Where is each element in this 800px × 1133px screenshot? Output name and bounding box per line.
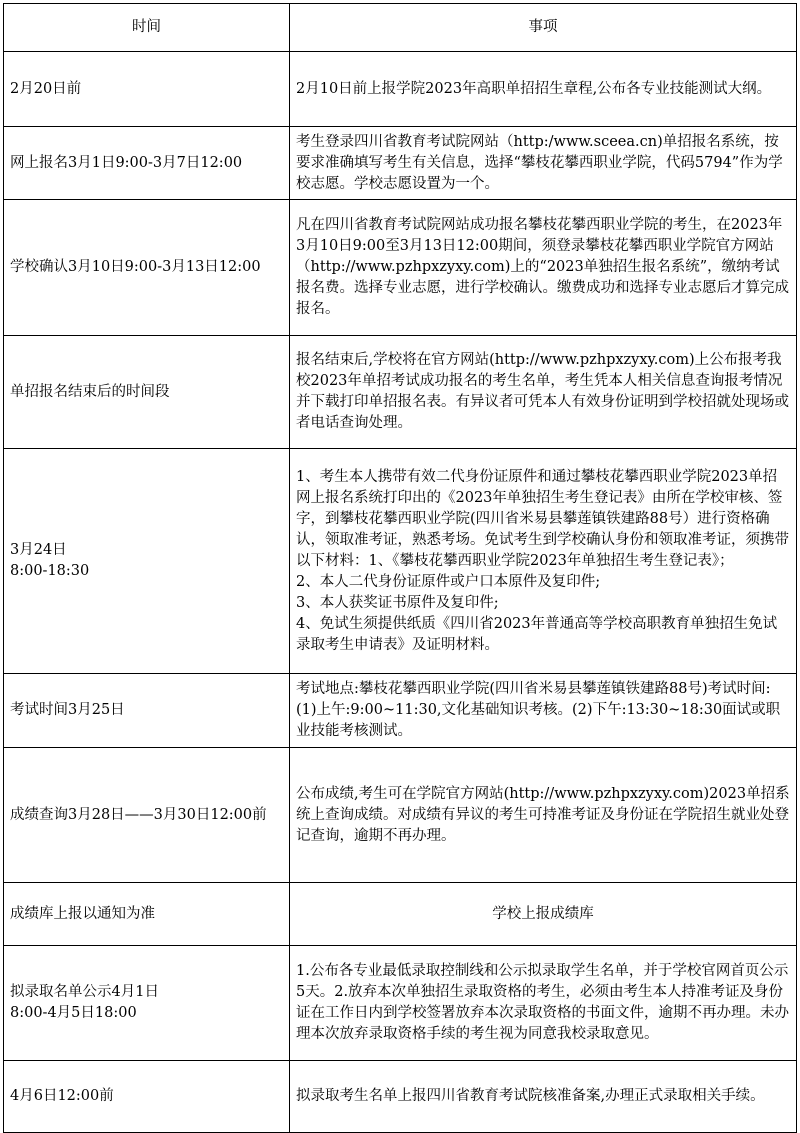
table-row	[4, 674, 797, 748]
time-cell	[4, 1061, 290, 1133]
table-row	[4, 200, 797, 336]
detail-cell	[290, 200, 797, 336]
detail-cell	[290, 449, 797, 674]
detail-cell	[290, 946, 797, 1061]
time-cell	[4, 52, 290, 127]
table-row	[4, 748, 797, 883]
time-cell	[4, 674, 290, 748]
table-row	[4, 946, 797, 1061]
detail-line: 考试地点:攀枝花攀西职业学院(四川省米易县攀莲镇铁建路88号)考试时间:(1)上午:9:00~11:30,文化基础知识考核。(2)下午:13:30~18:30面试或职业技能考核测试。	[296, 681, 781, 739]
detail-line: 报名结束后,学校将在官方网站(http://www.pzhpxzyxy.com)上公布报考我校2023年单招考试成功报名的考生名单，考生凭本人相关信息查询报考情况并下载打印单招报名表。有异议者可凭本人有效身份证明到学校招就处现场或者电话查询处理。	[296, 352, 789, 431]
table-row	[4, 883, 797, 946]
detail-cell	[290, 127, 797, 200]
detail-cell	[290, 1061, 797, 1133]
time-cell	[4, 200, 290, 336]
time-line: 网上报名3月1日9:00-3月7日12:00	[10, 154, 243, 171]
detail-line: 考生登录四川省教育考试院网站（http:/www.sceea.cn)单招报名系统，按要求准确填写考生有关信息，选择“攀枝花攀西职业学院，代码5794”作为学校志愿。学校志愿设置为一个。	[296, 133, 783, 192]
detail-line: 凡在四川省教育考试院网站成功报名攀枝花攀西职业学院的考生，在2023年3月10日9:00至3月13日12:00期间，须登录攀枝花攀西职业学院官方网站（http://www.pzhpxzyxy.com)上的“2023单独招生报名系统”，缴纳考试报名费。选择专业志愿，进行学校确认。缴费成功和选择专业志愿后才算完成报名。	[296, 217, 789, 317]
detail-line: 学校上报成绩库	[492, 905, 594, 922]
time-line: 拟录取名单公示4月1日	[10, 984, 159, 1000]
detail-line: 公布成绩,考生可在学院官方网站(http://www.pzhpxzyxy.com)2023单招系统上查询成绩。对成绩有异议的考生可持准考证及身份证在学院招生就业处登记查询，逾期不再办理。	[296, 785, 790, 844]
time-cell	[4, 127, 290, 200]
time-line: 考试时间3月25日	[10, 702, 125, 718]
time-line: 3月24日	[10, 542, 67, 558]
detail-line: 3、本人获奖证书原件及复印件;	[296, 594, 499, 611]
detail-line: 2、本人二代身份证原件或户口本原件及复印件;	[296, 573, 601, 590]
detail-cell	[290, 748, 797, 883]
admission-schedule-table	[3, 3, 797, 1133]
time-line: 成绩查询3月28日——3月30日12:00前	[10, 806, 267, 823]
table-row	[4, 336, 797, 449]
time-cell	[4, 748, 290, 883]
detail-cell	[290, 336, 797, 449]
detail-line: 拟录取考生名单上报四川省教育考试院核准备案,办理正式录取相关手续。	[296, 1088, 765, 1104]
time-line: 学校确认3月10日9:00-3月13日12:00	[10, 259, 261, 275]
table-row	[4, 449, 797, 674]
table-row	[4, 1061, 797, 1133]
detail-line: 2月10日前上报学院2023年高职单招招生章程,公布各专业技能测试大纲。	[296, 80, 772, 97]
detail-line: 4、免试生须提供纸质《四川省2023年普通高等学校高职教育单独招生免试录取考生申请表》及证明材料。	[296, 615, 778, 653]
detail-cell	[290, 883, 797, 946]
time-line: 2月20日前	[10, 80, 82, 97]
time-line: 单招报名结束后的时间段	[10, 383, 170, 400]
table-row	[4, 52, 797, 127]
table-header-row	[4, 4, 797, 52]
header-time: 时间	[4, 4, 290, 52]
detail-cell	[290, 52, 797, 127]
time-line: 8:00-18:30	[10, 563, 90, 579]
detail-line: 1.公布各专业最低录取控制线和公示拟录取学生名单，并于学校官网首页公示5天。2.放弃本次单独招生录取资格的考生，必须由考生本人持准考证及身份证在工作日内到学校签署放弃本次录取资格的书面文件，逾期不再办理。未办理本次放弃录取资格手续的考生视为同意我校录取意见。	[296, 963, 789, 1042]
time-line: 成绩库上报以通知为准	[10, 905, 155, 922]
time-cell	[4, 336, 290, 449]
header-matter: 事项	[290, 4, 797, 52]
table-row	[4, 127, 797, 200]
detail-cell	[290, 674, 797, 748]
time-line: 4月6日12:00前	[10, 1088, 114, 1104]
time-cell	[4, 883, 290, 946]
detail-line: 1、考生本人携带有效二代身份证原件和通过攀枝花攀西职业学院2023单招网上报名系统打印出的《2023年单独招生考生登记表》由所在学校审核、签字，到攀枝花攀西职业学院(四川省米易县攀莲镇铁建路88号）进行资格确认，领取准考证，熟悉考场。免试考生到学校确认身份和领取准考证，须携带以下材料：1、《攀枝花攀西职业学院2023年单独招生考生登记表》；	[296, 468, 789, 569]
time-line: 8:00-4月5日18:00	[10, 1005, 137, 1021]
time-cell	[4, 946, 290, 1061]
time-cell	[4, 449, 290, 674]
